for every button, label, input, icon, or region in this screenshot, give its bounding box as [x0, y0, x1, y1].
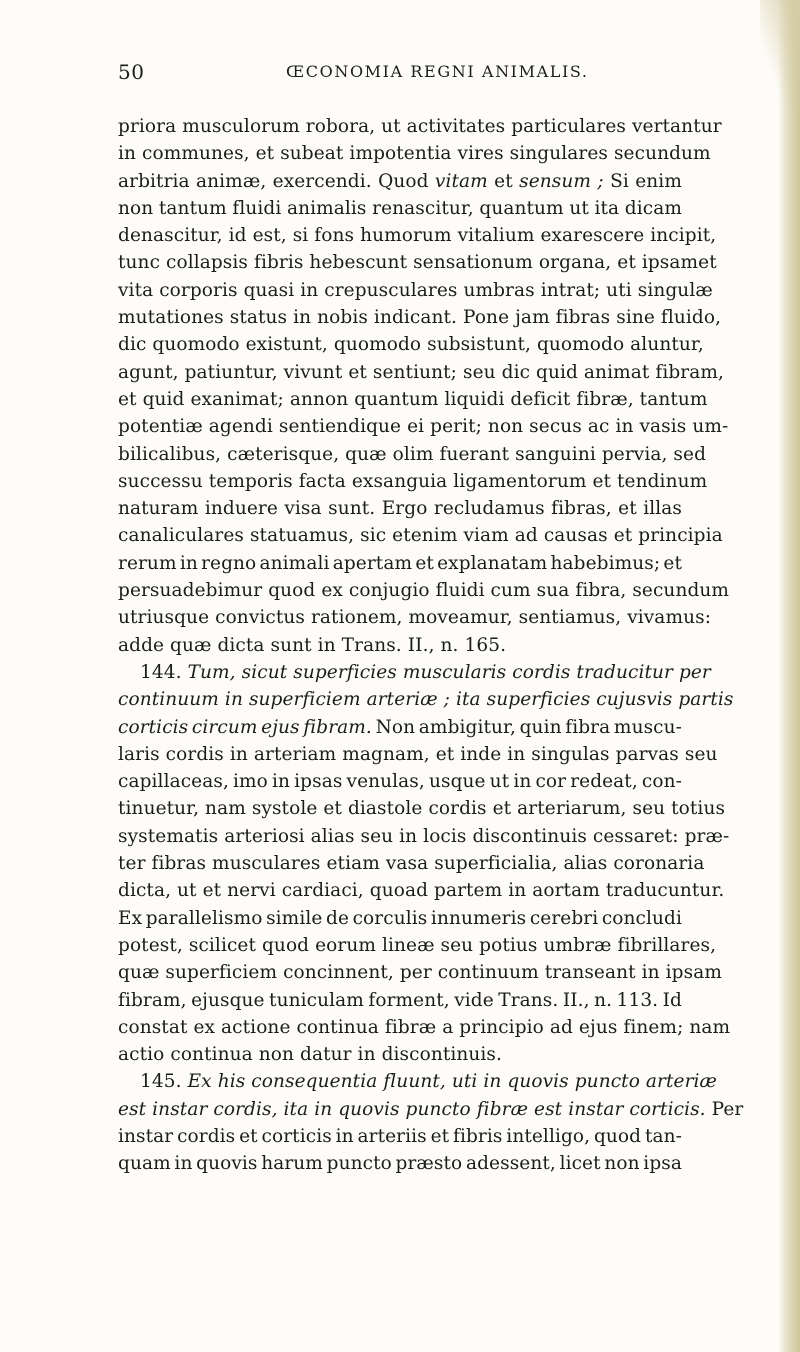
section-title: Ex his consequentia fluunt, uti in quovis puncto arteriæ — [187, 1071, 718, 1093]
page-number: 50 — [118, 60, 145, 84]
page-corner-stain — [760, 0, 800, 110]
italic-term: sensum ; — [519, 170, 604, 192]
text-line: instar cordis et corticis in arteriis et fibris intelligo, quod tan- — [118, 1125, 682, 1147]
section-title: Tum, sicut superficies muscularis cordis traducitur per — [187, 661, 711, 683]
text-line: mutationes status in nobis indicant. Pone jam fibras sine fluido, — [118, 307, 722, 329]
italic-term: vitam — [434, 170, 488, 192]
text-line: dic quomodo existunt, quomodo subsistunt, quomodo aluntur, — [118, 334, 704, 356]
text-line: arbitria animæ, exercendi. Quod vitam et sensum ; Si enim — [118, 170, 682, 192]
body-text — [118, 113, 744, 1178]
text-line: systematis arteriosi alias seu in locis discontinuis cessaret: præ- — [118, 825, 730, 847]
section-number: 145. — [140, 1071, 188, 1093]
text-line: fibram, ejusque tuniculam forment, vide Trans. II., n. 113. Id — [118, 989, 682, 1011]
text-line: actio continua non datur in discontinuis. — [118, 1044, 503, 1066]
text-line: utriusque convictus rationem, moveamur, sentiamus, vivamus: — [118, 607, 712, 629]
section-title: continuum in superficiem arteriæ ; ita superficies cujusvis partis — [118, 689, 734, 711]
text-line: capillaceas, imo in ipsas venulas, usque ut in cor redeat, con- — [118, 771, 682, 793]
text-line: canaliculares statuamus, sic etenim viam ad causas et principia — [118, 525, 723, 547]
text-line: in communes, et subeat impotentia vires singulares secundum — [118, 143, 711, 165]
section-number: 144. — [140, 661, 188, 683]
text-line: constat ex actione continua fibræ a principio ad ejus finem; nam — [118, 1016, 731, 1038]
text-line: successu temporis facta exsanguia ligamentorum et tendinum — [118, 470, 708, 492]
text-line: ter fibras musculares etiam vasa superficialia, alias coronaria — [118, 853, 705, 875]
text-line: adde quæ dicta sunt in Trans. II., n. 165. — [118, 634, 507, 656]
text-line: denascitur, id est, si fons humorum vitalium exarescere incipit, — [118, 225, 717, 247]
section-title: est instar cordis, ita in quovis puncto fibræ est instar corticis. — [118, 1098, 706, 1120]
section-title: corticis circum ejus fibram. — [118, 716, 372, 738]
page-header — [118, 60, 682, 90]
text-line: tunc collapsis fibris hebescunt sensationum organa, et ipsamet — [118, 252, 717, 274]
text-line: non tantum fluidi animalis renascitur, quantum ut ita dicam — [118, 197, 682, 219]
text-line: dicta, ut et nervi cardiaci, quoad partem in aortam traducuntur. — [118, 880, 725, 902]
text-line: agunt, patiuntur, vivunt et sentiunt; seu dic quid animat fibram, — [118, 361, 724, 383]
text-line: naturam induere visa sunt. Ergo recludamus fibras, et illas — [118, 498, 682, 520]
text-line: tinuetur, nam systole et diastole cordis et arteriarum, seu totius — [118, 798, 726, 820]
text-line: priora musculorum robora, ut activitates particulares vertantur — [118, 116, 722, 137]
text-line: vita corporis quasi in crepusculares umbras intrat; uti singulæ — [118, 279, 713, 301]
text-line: corticis circum ejus fibram. Non ambigitur, quin fibra muscu- — [118, 716, 682, 738]
page-edge-shadow — [778, 0, 800, 1352]
section-145-line — [118, 1068, 718, 1095]
text-line: laris cordis in arteriam magnam, et inde in singulas parvas seu — [118, 743, 718, 765]
text-line: potest, scilicet quod eorum lineæ seu potius umbræ fibrillares, — [118, 934, 717, 956]
text-line: et quid exanimat; annon quantum liquidi deficit fibræ, tantum — [118, 388, 708, 410]
text-line: rerum in regno animali apertam et explanatam habebimus; et — [118, 552, 682, 574]
text-line: quæ superficiem concinnent, per continuum transeant in ipsam — [118, 962, 722, 984]
running-head: ŒCONOMIA REGNI ANIMALIS. — [286, 62, 589, 81]
text-line: est instar cordis, ita in quovis puncto fibræ est instar corticis. Per — [118, 1098, 744, 1120]
text-line: potentiæ agendi sentiendique ei perit; non secus ac in vasis um- — [118, 416, 729, 438]
text-line — [118, 686, 734, 713]
text-line: persuadebimur quod ex conjugio fluidi cum sua fibra, secundum — [118, 580, 730, 602]
text-line: bilicalibus, cæterisque, quæ olim fuerant sanguini pervia, sed — [118, 443, 707, 465]
text-line: Ex parallelismo simile de corculis innumeris cerebri concludi — [118, 907, 682, 929]
section-144-line — [118, 659, 711, 686]
text-line: quam in quovis harum puncto præsto adessent, licet non ipsa — [118, 1153, 682, 1175]
